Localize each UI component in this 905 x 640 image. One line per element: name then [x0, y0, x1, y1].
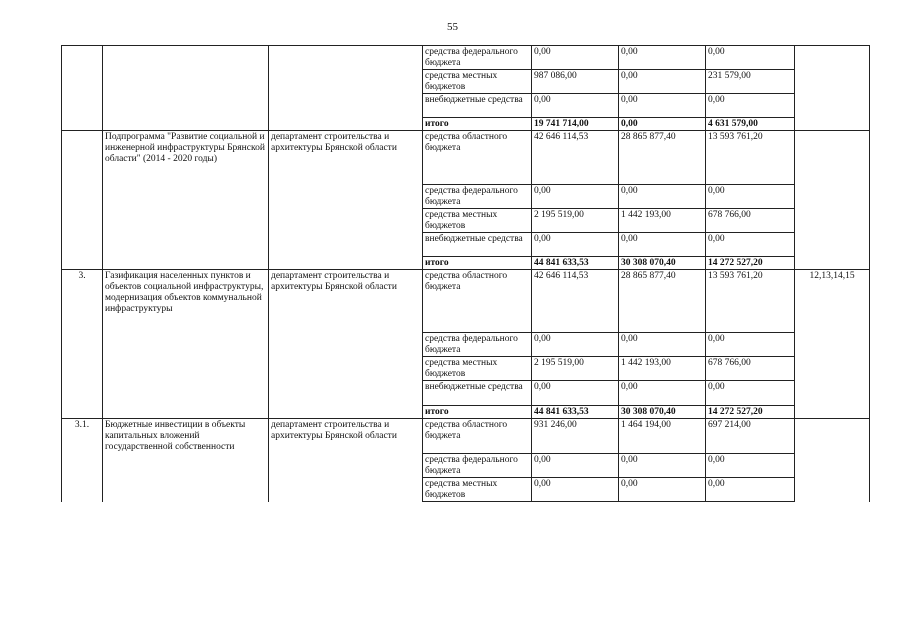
- amount-year-2: 0,00: [619, 333, 706, 357]
- amount-year-1: 2 195 519,00: [532, 357, 619, 381]
- amount-year-2: 0,00: [619, 478, 706, 502]
- amount-year-1: 0,00: [532, 454, 619, 478]
- row-number: 3.1.: [62, 419, 103, 502]
- amount-year-1: 44 841 633,53: [532, 257, 619, 270]
- amount-year-1: 42 646 114,53: [532, 131, 619, 185]
- amount-year-3: 0,00: [706, 333, 795, 357]
- amount-year-2: 0,00: [619, 185, 706, 209]
- responsible-department: департамент строительства и архитектуры Брянской области: [269, 131, 423, 270]
- responsible-department: департамент строительства и архитектуры Брянской области: [269, 270, 423, 419]
- row-number: [62, 131, 103, 270]
- amount-year-2: 0,00: [619, 381, 706, 406]
- amount-year-2: 0,00: [619, 46, 706, 70]
- amount-year-2: 0,00: [619, 118, 706, 131]
- amount-year-2: 1 442 193,00: [619, 209, 706, 233]
- funding-source: средства местных бюджетов: [423, 478, 532, 502]
- page-number: 55: [447, 21, 458, 33]
- budget-table: [61, 45, 870, 502]
- amount-year-2: 0,00: [619, 233, 706, 257]
- amount-year-1: 0,00: [532, 478, 619, 502]
- funding-source: внебюджетные средства: [423, 94, 532, 118]
- target-indicators: [795, 46, 870, 131]
- funding-source: средства федерального бюджета: [423, 454, 532, 478]
- funding-source: средства федерального бюджета: [423, 185, 532, 209]
- amount-year-1: 0,00: [532, 46, 619, 70]
- row-title: [103, 46, 269, 131]
- amount-year-1: 0,00: [532, 94, 619, 118]
- amount-year-3: 14 272 527,20: [706, 406, 795, 419]
- funding-source: итого: [423, 406, 532, 419]
- table-row: [62, 270, 870, 333]
- table-row: [62, 46, 870, 70]
- amount-year-1: 2 195 519,00: [532, 209, 619, 233]
- row-title: Подпрограмма "Развитие социальной и инженерной инфраструктуры Брянской области" (2014 - 2020 годы): [103, 131, 269, 270]
- amount-year-3: 14 272 527,20: [706, 257, 795, 270]
- funding-source: средства областного бюджета: [423, 131, 532, 185]
- funding-source: средства областного бюджета: [423, 270, 532, 333]
- amount-year-1: 42 646 114,53: [532, 270, 619, 333]
- amount-year-3: 13 593 761,20: [706, 270, 795, 333]
- funding-source: средства местных бюджетов: [423, 70, 532, 94]
- amount-year-3: 0,00: [706, 185, 795, 209]
- table-row: [62, 419, 870, 454]
- amount-year-2: 1 442 193,00: [619, 357, 706, 381]
- amount-year-2: 28 865 877,40: [619, 131, 706, 185]
- funding-source: средства федерального бюджета: [423, 46, 532, 70]
- amount-year-2: 0,00: [619, 454, 706, 478]
- funding-source: внебюджетные средства: [423, 381, 532, 406]
- target-indicators: [795, 419, 870, 502]
- amount-year-1: 0,00: [532, 233, 619, 257]
- funding-source: средства федерального бюджета: [423, 333, 532, 357]
- amount-year-2: 1 464 194,00: [619, 419, 706, 454]
- amount-year-1: 987 086,00: [532, 70, 619, 94]
- funding-source: средства областного бюджета: [423, 419, 532, 454]
- amount-year-3: 0,00: [706, 454, 795, 478]
- amount-year-3: 678 766,00: [706, 209, 795, 233]
- amount-year-1: 0,00: [532, 381, 619, 406]
- amount-year-3: 4 631 579,00: [706, 118, 795, 131]
- target-indicators: [795, 131, 870, 270]
- amount-year-3: 697 214,00: [706, 419, 795, 454]
- amount-year-2: 30 308 070,40: [619, 257, 706, 270]
- funding-source: средства местных бюджетов: [423, 209, 532, 233]
- amount-year-1: 44 841 633,53: [532, 406, 619, 419]
- amount-year-3: 0,00: [706, 233, 795, 257]
- amount-year-3: 13 593 761,20: [706, 131, 795, 185]
- table-row: [62, 131, 870, 185]
- amount-year-1: 931 246,00: [532, 419, 619, 454]
- amount-year-1: 0,00: [532, 185, 619, 209]
- amount-year-3: 0,00: [706, 381, 795, 406]
- funding-source: средства местных бюджетов: [423, 357, 532, 381]
- amount-year-2: 30 308 070,40: [619, 406, 706, 419]
- amount-year-1: 19 741 714,00: [532, 118, 619, 131]
- row-title: Газификация населенных пунктов и объектов социальной инфраструктуры, модернизация объектов коммунальной инфраструктуры: [103, 270, 269, 419]
- funding-source: итого: [423, 257, 532, 270]
- funding-source: итого: [423, 118, 532, 131]
- amount-year-2: 0,00: [619, 70, 706, 94]
- row-title: Бюджетные инвестиции в объекты капитальных вложений государственной собственности: [103, 419, 269, 502]
- target-indicators: 12,13,14,15: [795, 270, 870, 419]
- responsible-department: департамент строительства и архитектуры Брянской области: [269, 419, 423, 502]
- amount-year-2: 28 865 877,40: [619, 270, 706, 333]
- amount-year-1: 0,00: [532, 333, 619, 357]
- amount-year-3: 678 766,00: [706, 357, 795, 381]
- funding-source: внебюджетные средства: [423, 233, 532, 257]
- row-number: [62, 46, 103, 131]
- amount-year-3: 231 579,00: [706, 70, 795, 94]
- amount-year-3: 0,00: [706, 94, 795, 118]
- amount-year-2: 0,00: [619, 94, 706, 118]
- amount-year-3: 0,00: [706, 478, 795, 502]
- row-number: 3.: [62, 270, 103, 419]
- amount-year-3: 0,00: [706, 46, 795, 70]
- responsible-department: [269, 46, 423, 131]
